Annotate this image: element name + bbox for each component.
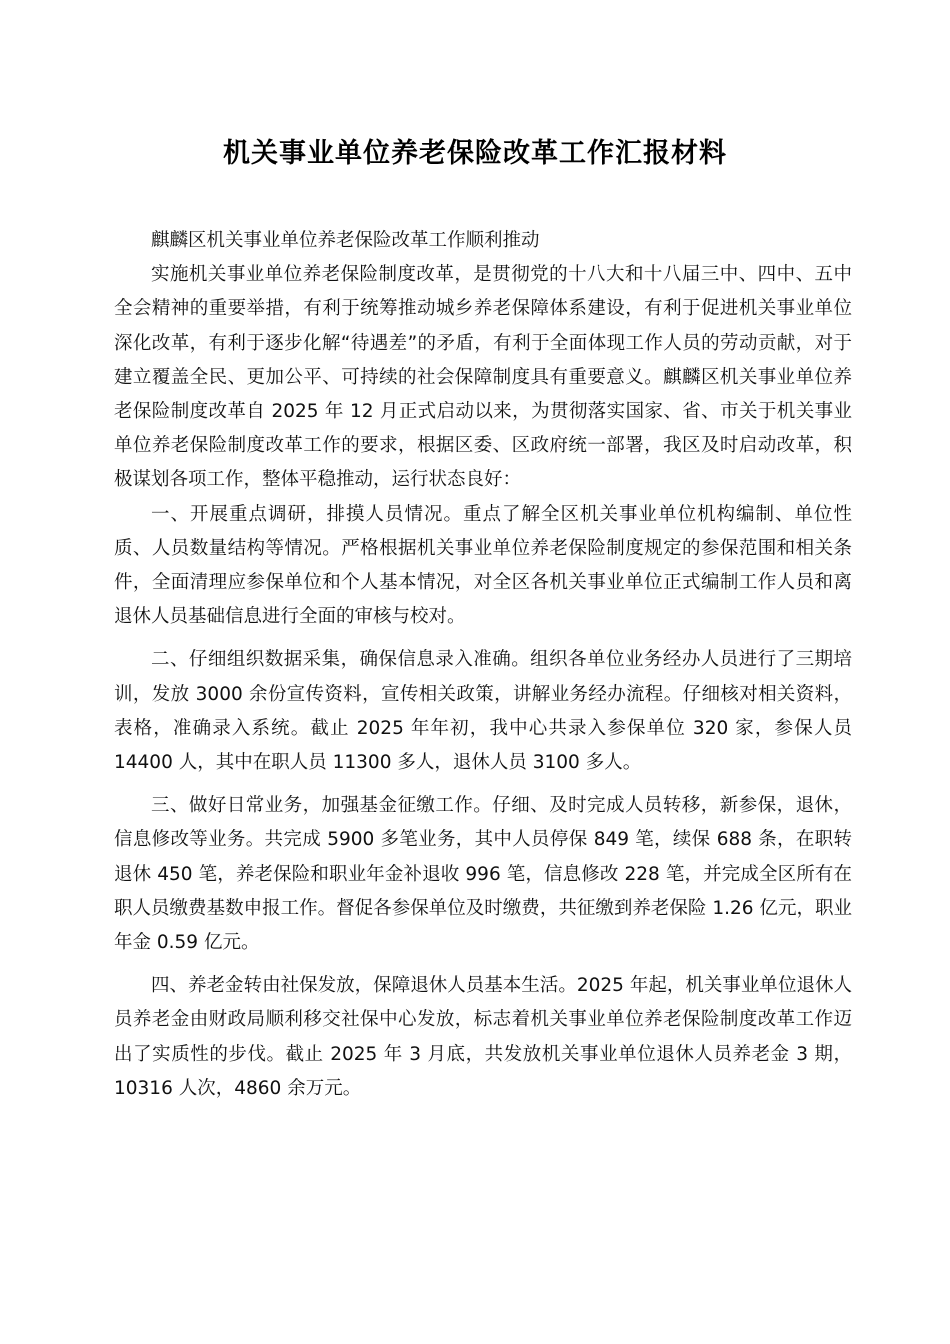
paragraph-section-3: 三、做好日常业务，加强基金征缴工作。仔细、及时完成人员转移，新参保，退休，信息修改等业务。共完成 5900 多笔业务，其中人员停保 849 笔，续保 688 条，在职转退休 450 笔，养老保险和职业年金补退收 996 笔，信息修改 228 笔，并完成全区所有在职人员缴费基数申报工作。督促各参保单位及时缴费，共征缴到养老保险 1.26 亿元，职业年金 0.59 亿元。 [114,795,852,954]
paragraph-section-2: 二、仔细组织数据采集，确保信息录入准确。组织各单位业务经办人员进行了三期培训，发放 3000 余份宣传资料，宣传相关政策，讲解业务经办流程。仔细核对相关资料，表格，准确录入系统。截止 2025 年年初，我中心共录入参保单位 320 家，参保人员 14400 人，其中在职人员 11300 多人，退休人员 3100 多人。 [114,649,852,774]
paragraph-section-4: 四、养老金转由社保发放，保障退休人员基本生活。2025 年起，机关事业单位退休人员养老金由财政局顺利移交社保中心发放，标志着机关事业单位养老保险制度改革工作迈出了实质性的步伐。截止 2025 年 3 月底，共发放机关事业单位退休人员养老金 3 期，10316 人次，4860 余万元。 [114,975,852,1099]
paragraph-intro: 实施机关事业单位养老保险制度改革，是贯彻党的十八大和十八届三中、四中、五中全会精神的重要举措，有利于统筹推动城乡养老保障体系建设，有利于促进机关事业单位深化改革，有利于逐步化解“待遇差”的矛盾，有利于全面体现工作人员的劳动贡献，对于建立覆盖全民、更加公平、可持续的社会保障制度具有重要意义。麒麟区机关事业单位养老保险制度改革自 2025 年 12 月正式启动以来，为贯彻落实国家、省、市关于机关事业单位养老保险制度改革工作的要求，根据区委、区政府统一部署，我区及时启动改革，积极谋划各项工作，整体平稳推动，运行状态良好： [114,264,852,491]
document-title: 机关事业单位养老保险改革工作汇报材料 [223,138,727,169]
document-subtitle: 麒麟区机关事业单位养老保险改革工作顺利推动 [151,230,540,251]
paragraph-section-1: 一、开展重点调研，排摸人员情况。重点了解全区机关事业单位机构编制、单位性质、人员数量结构等情况。严格根据机关事业单位养老保险制度规定的参保范围和相关条件，全面清理应参保单位和个人基本情况，对全区各机关事业单位正式编制工作人员和离退休人员基础信息进行全面的审核与校对。 [114,503,852,628]
document-body [114,224,852,1106]
